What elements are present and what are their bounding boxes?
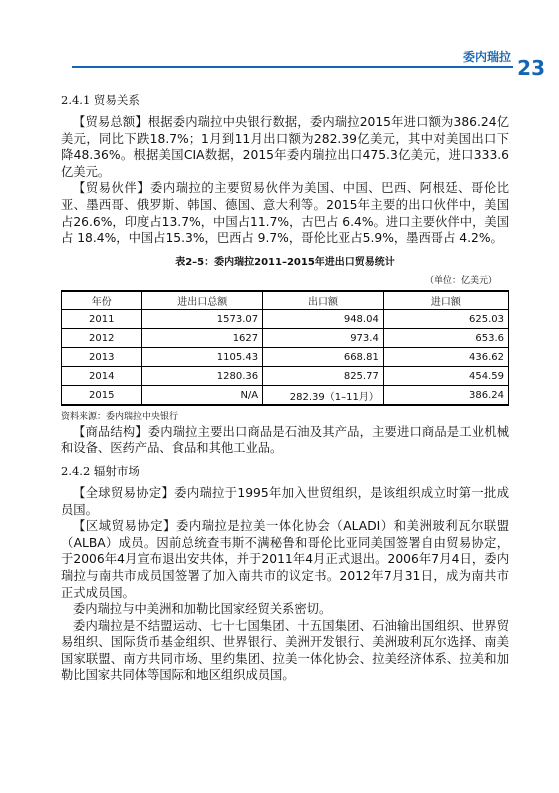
paragraph-organization-membership: 委内瑞拉是不结盟运动、七十七国集团、十五国集团、石油输出国组织、世界贸易组织、国际货币基金组织、世界银行、美洲开发银行、美洲玻利瓦尔选择、南美国家联盟、南方共同市场、里约集团、拉美一体化协会、拉美经济体系、拉美和加勒比国家共同体等国际和地区组织成员国。: [61, 618, 509, 683]
cell-year: 2011: [62, 310, 142, 329]
cell-year: 2014: [62, 367, 142, 386]
paragraph-central-america-relations: 委内瑞拉与中美洲和加勒比国家经贸关系密切。: [73, 602, 332, 617]
paragraph-regional-trade-agreement: 【区域贸易协定】委内瑞拉是拉美一体化协会（ALADI）和美洲玻利瓦尔联盟（ALBA）成员。因前总统查韦斯不满秘鲁和哥伦比亚同美国签署自由贸易协定，于2006年4月宣布退出安共体，并于2011年4月正式退出。2006年7月4日，委内瑞拉与南共市成员国签署了加入南共市的议定书。2012年7月31日，成为南共市正式成员国。: [61, 519, 509, 600]
cell-year: 2015: [62, 386, 142, 405]
table-header-row: [62, 291, 509, 310]
cell-import: 386.24: [383, 386, 508, 405]
cell-total: 1105.43: [142, 348, 263, 367]
table-row: [62, 310, 509, 329]
cell-total: N/A: [142, 386, 263, 405]
column-header-import: 进口额: [383, 291, 508, 310]
column-header-export: 出口额: [263, 291, 384, 310]
section-heading-trade-relations: 2.4.1 贸易关系: [61, 93, 140, 107]
cell-export: 973.4: [263, 329, 384, 348]
cell-import: 625.03: [383, 310, 508, 329]
page-number: 23: [517, 56, 545, 80]
paragraph-trade-partners: 【贸易伙伴】委内瑞拉的主要贸易伙伴为美国、中国、巴西、阿根廷、哥伦比亚、墨西哥、俄罗斯、韩国、德国、意大利等。2015年主要的出口伙伴中，美国占26.6%，印度占13.7%，中国占11.7%，古巴占 6.4%。进口主要伙伴中，美国占 18.4%，中国占15.3%，巴西占 9.7%，哥伦比亚占5.9%，墨西哥占 4.2%。: [61, 181, 509, 246]
section-heading-radiating-markets: 2.4.2 辐射市场: [61, 463, 140, 478]
cell-export: 282.39（1–11月）: [263, 386, 384, 405]
column-header-year: 年份: [62, 291, 142, 310]
paragraph-trade-total: 【贸易总额】根据委内瑞拉中央银行数据，委内瑞拉2015年进口额为386.24亿美元，同比下跌18.7%；1月到11月出口额为282.39亿美元，其中对美国出口下降48.36%。根据美国CIA数据，2015年委内瑞拉出口475.3亿美元，进口333.6亿美元。: [61, 115, 509, 179]
cell-total: 1280.36: [142, 367, 263, 386]
paragraph-commodity-structure: 【商品结构】委内瑞拉主要出口商品是石油及其产品，主要进口商品是工业机械和设备、医药产品、食品和其他工业品。: [61, 424, 509, 456]
running-header-country: 委内瑞拉: [462, 50, 511, 64]
column-header-total: 进出口总额: [142, 291, 263, 310]
cell-total: 1627: [142, 329, 263, 348]
cell-import: 436.62: [383, 348, 508, 367]
table-source: 资料来源：委内瑞拉中央银行: [61, 411, 179, 422]
trade-statistics-table: [61, 290, 509, 406]
cell-import: 454.59: [383, 367, 508, 386]
table-title: 表2–5：委内瑞拉2011–2015年进出口贸易统计: [175, 256, 395, 268]
cell-export: 948.04: [263, 310, 384, 329]
cell-year: 2012: [62, 329, 142, 348]
table-unit: （单位：亿美元）: [424, 275, 497, 286]
header-rule: [72, 66, 513, 68]
cell-export: 668.81: [263, 348, 384, 367]
table-row: [62, 367, 509, 386]
table-row: [62, 386, 509, 405]
table-row: [62, 329, 509, 348]
cell-year: 2013: [62, 348, 142, 367]
cell-export: 825.77: [263, 367, 384, 386]
paragraph-global-trade-agreement: 【全球贸易协定】委内瑞拉于1995年加入世贸组织，是该组织成立时第一批成员国。: [61, 485, 509, 517]
cell-import: 653.6: [383, 329, 508, 348]
table-row: [62, 348, 509, 367]
cell-total: 1573.07: [142, 310, 263, 329]
page-body: [61, 86, 509, 684]
